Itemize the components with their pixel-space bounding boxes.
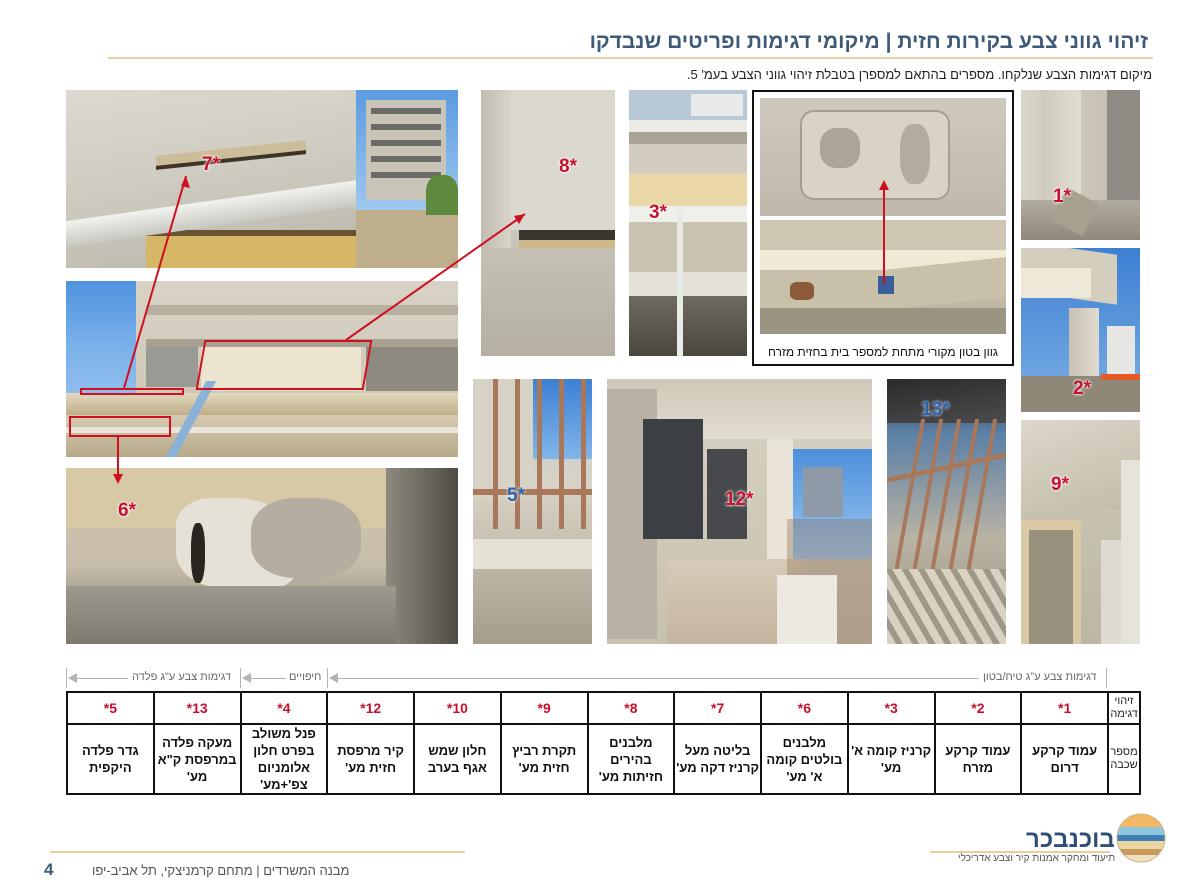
photo-west-facade — [66, 281, 458, 457]
range-line-steel — [76, 678, 128, 679]
samples-table — [66, 691, 1141, 795]
sample-description-cell: קרניז קומה א' מע' — [848, 724, 935, 794]
sample-description-cell: מלבנים בולטים קומה א' מע' — [761, 724, 848, 794]
sample-description-cell: גדר פלדה היקפית — [67, 724, 154, 794]
sample-marker-1: 1* — [1053, 186, 1071, 207]
photo-ledge-sample-7 — [66, 90, 458, 268]
sample-id-cell: 8* — [588, 692, 675, 724]
sample-id-cell: 12* — [327, 692, 414, 724]
sample-area-6-box — [69, 416, 171, 437]
photo-corner-sample-8 — [481, 90, 615, 356]
page-number: 4 — [44, 860, 54, 879]
sample-marker-5: 5* — [507, 485, 525, 506]
photo-concrete-closeup — [760, 98, 1006, 216]
sample-id-cell: 5* — [67, 692, 154, 724]
sample-description-cell: עמוד קרקע דרום — [1021, 724, 1108, 794]
sample-id-cell: 1* — [1021, 692, 1108, 724]
sample-area-8-box — [196, 340, 373, 390]
sample-id-cell: 7* — [674, 692, 761, 724]
sample-id-cell: 13* — [154, 692, 241, 724]
sample-description-cell: מלבנים בהירים חזיתות מע' — [588, 724, 675, 794]
photo-steel-railing-sample-13 — [887, 379, 1006, 644]
photo-peeling-paint-sample-6 — [66, 468, 458, 644]
range-tick-cladding-right — [327, 668, 328, 688]
sample-description-cell: מעקה פלדה במרפסת ק"א מע' — [154, 724, 241, 794]
original-concrete-caption: גוון בטון מקורי מתחת למספר בית בחזית מזרח — [768, 345, 998, 359]
original-concrete-panel — [752, 90, 1014, 366]
photo-house-number-soffit — [760, 220, 1006, 334]
row-header-sample-id: זיהוי דגימה — [1108, 692, 1140, 724]
sample-marker-9: 9* — [1051, 474, 1069, 495]
photo-balcony-corridor-sample-12 — [607, 379, 872, 644]
sample-area-7-box — [80, 388, 184, 395]
sample-marker-7: 7* — [202, 154, 220, 175]
sample-id-cell: 10* — [414, 692, 501, 724]
table-row-sample-ids — [67, 692, 1140, 724]
sample-description-cell: תקרת רביץ חזית מע' — [501, 724, 588, 794]
page-subtitle: מיקום דגימות הצבע שנלקחו. מספרים בהתאם למספרן בטבלת זיהוי גווני הצבע בעמ' 5. — [686, 67, 1152, 82]
sample-marker-8: 8* — [559, 156, 577, 177]
brand-tagline: תיעוד ומחקר אמנות קיר וצבע אדריכלי — [958, 853, 1116, 864]
range-label-concrete: דגימות צבע ע"ג טיח/בטון — [983, 671, 1097, 683]
brand-logo-icon — [1116, 813, 1166, 863]
sample-marker-6: 6* — [118, 500, 136, 521]
range-label-steel: דגימות צבע ע"ג פלדה — [132, 671, 232, 683]
range-line-concrete — [337, 678, 979, 679]
footer-divider-left — [50, 851, 465, 853]
footer-building-name: מבנה המשרדים | מתחם קרמניצקי, תל אביב-יפו — [92, 863, 350, 878]
sample-marker-13: 13* — [921, 399, 950, 420]
sample-marker-2: 2* — [1073, 378, 1091, 399]
photo-cornice-sample-3 — [629, 90, 747, 356]
sample-id-cell: 2* — [935, 692, 1022, 724]
range-tick-right — [1106, 668, 1107, 688]
sample-description-cell: חלון שמש אגף בערב — [414, 724, 501, 794]
range-line-cladding — [250, 678, 286, 679]
sample-description-cell: קיר מרפסת חזית מע' — [327, 724, 414, 794]
sample-id-cell: 3* — [848, 692, 935, 724]
photo-column-sample-2 — [1021, 248, 1140, 412]
sample-marker-3: 3* — [649, 202, 667, 223]
sample-id-cell: 4* — [241, 692, 328, 724]
brand-name: בוכנבכר — [1026, 826, 1115, 853]
photo-steel-fence-sample-5 — [473, 379, 592, 644]
sample-marker-12: 12* — [725, 489, 754, 510]
photo-soffit-sample-9 — [1021, 420, 1140, 644]
table-row-descriptions — [67, 724, 1140, 794]
photo-column-sample-1 — [1021, 90, 1140, 240]
sample-description-cell: עמוד קרקע מזרח — [935, 724, 1022, 794]
sample-description-cell: פנל משולב בפרט חלון אלומניום צפ'+מע' — [241, 724, 328, 794]
page-title: זיהוי גווני צבע בקירות חזית | מיקומי דגימות ופריטים שנבדקו — [589, 30, 1148, 53]
title-divider — [108, 57, 1153, 59]
row-header-layer-number: מספר שכבה — [1108, 724, 1140, 794]
sample-id-cell: 9* — [501, 692, 588, 724]
range-label-cladding: חיפויים — [289, 671, 322, 683]
range-tick-steel-right — [240, 668, 241, 688]
sample-id-cell: 6* — [761, 692, 848, 724]
range-tick-left — [66, 668, 67, 688]
sample-description-cell: בליטה מעל קרניז דקה מע' — [674, 724, 761, 794]
